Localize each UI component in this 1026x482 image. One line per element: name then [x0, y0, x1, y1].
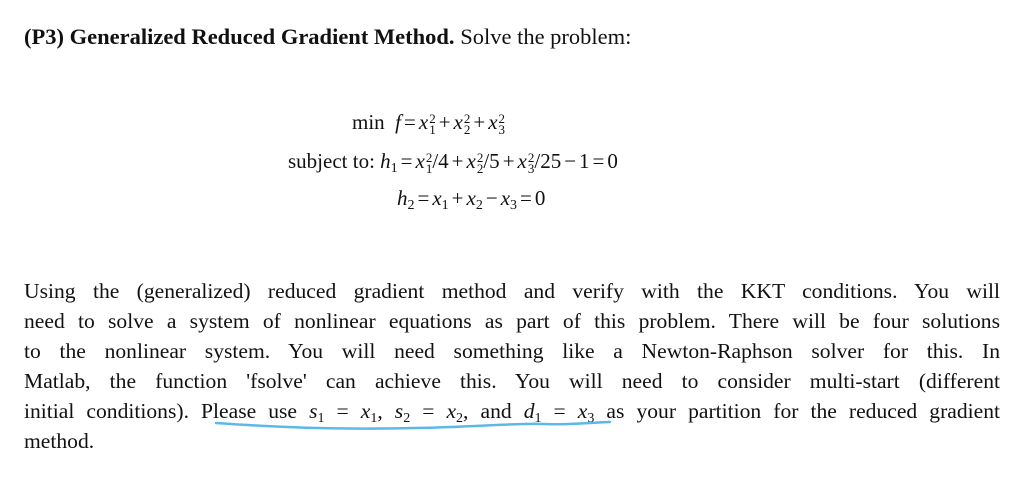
paragraph-line: Matlab, the function 'fsolve' can achieve this. You will need to consider multi-start (different: [24, 369, 1000, 393]
paragraph-line: Using the (generalized) reduced gradient method and verify with the KKT conditions. You will: [24, 279, 1000, 303]
paragraph-last-line: method.: [24, 429, 95, 453]
problem-intro: Solve the problem:: [460, 24, 632, 49]
constraint-h2-equation: $h_2 = x_1 + x_2 - x_3 = 0$: [397, 186, 546, 213]
constraint-prefix: subject to:: [288, 149, 375, 173]
handwritten-underline: [214, 418, 614, 436]
objective-equation: min f = x 2 1 + x 2 2 + x 2 3: [352, 110, 506, 137]
constraint-h1-equation: subject to: $h_1 = x$ 2 1 /4 + x 2 2 /5 + x 2 3 /25 − 1 = 0: [288, 149, 618, 176]
problem-label: (P3) Generalized Reduced Gradient Method.: [24, 24, 455, 49]
paragraph-line: to the nonlinear system. You will need something like a Newton-Raphson solver for this. In: [24, 339, 1000, 363]
objective-prefix: min: [352, 110, 385, 134]
paragraph-line-partition: initial conditions). Please use $s_1 = x_1$, $s_2 = x_2$, and $d_1 = x_3$ as your partition for the reduced gradient: [24, 399, 1001, 426]
problem-heading: [24, 22, 631, 52]
paragraph-line: need to solve a system of nonlinear equations as part of this problem. There will be four solutions: [24, 309, 1000, 333]
